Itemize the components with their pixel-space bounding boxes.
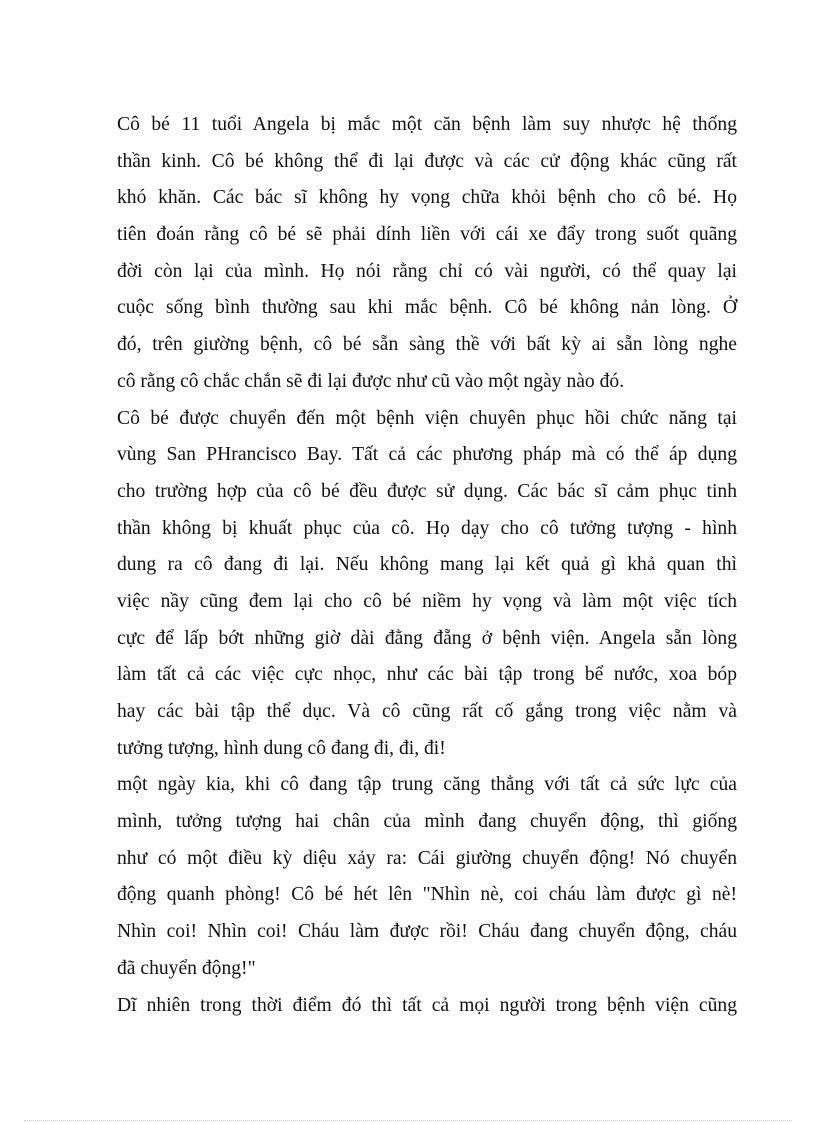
text-line: một ngày kia, khi cô đang tập trung căng thẳng với tất cả sức lực của — [117, 774, 737, 796]
story-text — [117, 107, 737, 1024]
text-line: thần kinh. Cô bé không thể đi lại được và các cử động khác cũng rất — [117, 150, 737, 172]
text-line: cô rằng cô chắc chắn sẽ đi lại được như cũ vào một ngày nào đó. — [117, 370, 625, 392]
text-line: cuộc sống bình thường sau khi mắc bệnh. Cô bé không nản lòng. Ở — [117, 297, 737, 319]
text-line: động quanh phòng! Cô bé hét lên "Nhìn nè, coi cháu làm được gì nè! — [117, 884, 737, 906]
text-line: như có một điều kỳ diệu xảy ra: Cái giường chuyển động! Nó chuyển — [117, 847, 737, 869]
text-line: đã chuyển động!" — [117, 957, 256, 979]
text-line: tiên đoán rằng cô bé sẽ phải dính liền với cái xe đẩy trong suốt quãng — [117, 224, 737, 246]
text-line: dung ra cô đang đi lại. Nếu không mang lại kết quả gì khả quan thì — [117, 554, 737, 576]
text-line: cực để lấp bớt những giờ dài đằng đẵng ở bệnh viện. Angela sẵn lòng — [117, 627, 737, 649]
text-line: Dĩ nhiên trong thời điểm đó thì tất cả mọi người trong bệnh viện cũng — [117, 994, 737, 1016]
text-line: khó khăn. Các bác sĩ không hy vọng chữa khỏi bệnh cho cô bé. Họ — [117, 187, 737, 209]
text-line: việc nầy cũng đem lại cho cô bé niềm hy vọng và làm một việc tích — [117, 590, 737, 612]
text-line: tưởng tượng, hình dung cô đang đi, đi, đi! — [117, 737, 446, 759]
text-line: Cô bé 11 tuổi Angela bị mắc một căn bệnh làm suy nhược hệ thống — [117, 114, 737, 135]
text-line: vùng San PHrancisco Bay. Tất cả các phương pháp mà có thể áp dụng — [117, 444, 737, 466]
text-line: thần không bị khuất phục của cô. Họ dạy cho cô tưởng tượng - hình — [117, 517, 737, 539]
text-line: hay các bài tập thể dục. Và cô cũng rất cố gắng trong việc nằm và — [117, 701, 737, 722]
text-line: cho trường hợp của cô bé đều được sử dụng. Các bác sĩ cảm phục tinh — [117, 480, 737, 502]
text-line: Nhìn coi! Nhìn coi! Cháu làm được rồi! Cháu đang chuyển động, cháu — [117, 921, 737, 943]
text-line: Cô bé được chuyển đến một bệnh viện chuyên phục hồi chức năng tại — [117, 407, 737, 429]
text-line: mình, tưởng tượng hai chân của mình đang chuyển động, thì giống — [117, 811, 737, 833]
page-bottom-divider — [24, 1120, 792, 1121]
text-line: đời còn lại của mình. Họ nói rằng chỉ có vài người, có thể quay lại — [117, 260, 737, 282]
text-line: làm tất cả các việc cực nhọc, như các bài tập trong bể nước, xoa bóp — [117, 664, 737, 686]
text-line: đó, trên giường bệnh, cô bé sẵn sàng thề với bất kỳ ai sẵn lòng nghe — [117, 334, 737, 356]
